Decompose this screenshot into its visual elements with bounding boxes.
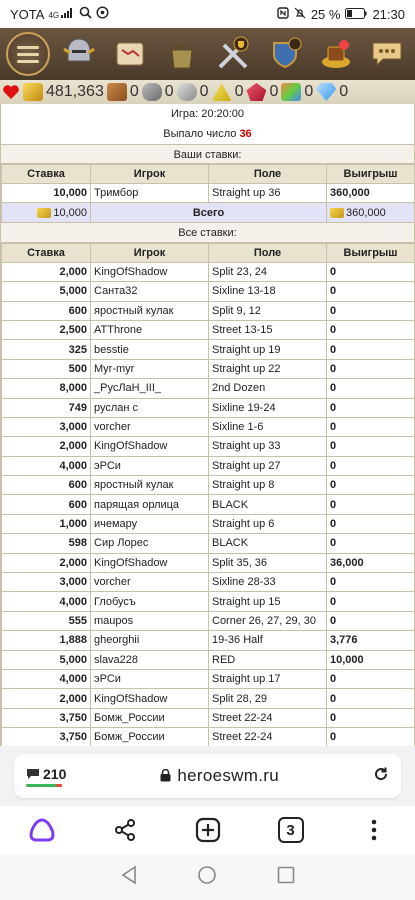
home-icon[interactable] — [197, 865, 217, 890]
your-bets-title: Ваши ставки: — [1, 144, 414, 164]
col-header-player: Игрок — [91, 165, 209, 184]
field-cell: Street 13-15 — [209, 320, 327, 339]
total-stake-cell: 10,000 — [2, 203, 91, 222]
alice-icon[interactable] — [22, 810, 62, 850]
player-cell: gheorghii — [91, 631, 209, 650]
stake-cell: 1,000 — [2, 514, 91, 533]
table-row — [2, 534, 415, 553]
url-text[interactable]: heroeswm.ru — [66, 766, 373, 786]
player-cell: KingOfShadow — [91, 553, 209, 572]
field-cell: Street 22-24 — [209, 728, 327, 746]
win-cell: 0 — [327, 592, 415, 611]
field-cell: 2nd Dozen — [209, 379, 327, 398]
tabs-button[interactable] — [271, 810, 311, 850]
stake-cell: 2,000 — [2, 553, 91, 572]
sulfur-resource: 0 — [212, 83, 244, 101]
table-row — [2, 728, 415, 746]
health-icon — [2, 84, 20, 100]
col-header-field: Поле — [209, 243, 327, 262]
player-cell: яростный кулак — [91, 476, 209, 495]
game-time: Игра: 20:20:00 — [170, 108, 245, 120]
mute-icon — [294, 7, 306, 22]
win-cell: 0 — [327, 708, 415, 727]
sulfur-icon — [212, 83, 232, 101]
table-row — [2, 184, 415, 203]
table-row — [2, 301, 415, 320]
win-cell: 0 — [327, 456, 415, 475]
stake-cell: 2,000 — [2, 262, 91, 281]
field-cell: Straight up 8 — [209, 476, 327, 495]
player-cell: besstie — [91, 340, 209, 359]
nfc-icon — [277, 7, 289, 22]
back-icon[interactable] — [120, 865, 138, 890]
game-nav — [0, 28, 415, 80]
new-tab-icon[interactable] — [188, 810, 228, 850]
field-cell: Straight up 27 — [209, 456, 327, 475]
table-row — [2, 262, 415, 281]
win-cell: 360,000 — [327, 184, 415, 203]
diamond-icon — [316, 83, 336, 101]
drop-line: Выпало число 36 — [163, 128, 252, 140]
stake-cell: 3,000 — [2, 573, 91, 592]
share-icon[interactable] — [105, 810, 145, 850]
table-row — [2, 689, 415, 708]
col-header-player: Игрок — [91, 243, 209, 262]
address-bar[interactable] — [14, 754, 401, 798]
player-cell: vorcher — [91, 573, 209, 592]
stake-cell: 8,000 — [2, 379, 91, 398]
win-cell: 10,000 — [327, 650, 415, 669]
player-cell: vorcher — [91, 417, 209, 436]
battery-label: 25 % — [310, 6, 341, 22]
field-cell: Sixline 1-6 — [209, 417, 327, 436]
win-cell: 0 — [327, 282, 415, 301]
stake-cell: 600 — [2, 301, 91, 320]
stake-cell: 2,000 — [2, 437, 91, 456]
clock: 21:30 — [372, 6, 405, 22]
stake-cell: 3,750 — [2, 708, 91, 727]
stake-cell: 4,000 — [2, 669, 91, 688]
gold-icon — [37, 208, 51, 218]
wood-resource: 0 — [107, 83, 139, 101]
win-cell: 0 — [327, 689, 415, 708]
table-row — [2, 650, 415, 669]
table-row — [2, 437, 415, 456]
dropped-number: 36 — [239, 128, 252, 140]
player-cell: Санта32 — [91, 282, 209, 301]
ore-resource: 0 — [142, 83, 174, 101]
mercury-resource: 0 — [177, 83, 209, 101]
player-cell: Бомж_России — [91, 708, 209, 727]
field-cell: 19-36 Half — [209, 631, 327, 650]
win-cell: 0 — [327, 340, 415, 359]
win-cell: 0 — [327, 514, 415, 533]
table-row — [2, 359, 415, 378]
win-cell: 0 — [327, 301, 415, 320]
field-cell: Split 9, 12 — [209, 301, 327, 320]
table-row — [2, 611, 415, 630]
gold-icon — [23, 83, 43, 101]
win-cell: 0 — [327, 728, 415, 746]
dialogs-counter[interactable]: 210 — [26, 766, 66, 787]
field-cell: Straight up 22 — [209, 359, 327, 378]
field-cell: Split 35, 36 — [209, 553, 327, 572]
stake-cell: 600 — [2, 495, 91, 514]
system-nav — [0, 854, 415, 900]
total-win-cell: 360,000 — [327, 203, 415, 222]
lock-icon — [160, 769, 171, 782]
field-cell: Split 23, 24 — [209, 262, 327, 281]
table-row — [2, 379, 415, 398]
table-row — [2, 573, 415, 592]
player-cell: Тримбор — [91, 184, 209, 203]
table-row — [2, 398, 415, 417]
gems-resource: 0 — [281, 83, 313, 101]
stake-cell: 1,888 — [2, 631, 91, 650]
field-cell: Sixline 19-24 — [209, 398, 327, 417]
stake-cell: 5,000 — [2, 650, 91, 669]
table-row — [2, 514, 415, 533]
player-cell: _РусЛаН_III_ — [91, 379, 209, 398]
table-row — [2, 631, 415, 650]
all-bets-header — [2, 243, 415, 262]
table-row — [2, 476, 415, 495]
signal-icon: 4G — [48, 8, 75, 20]
win-cell: 0 — [327, 437, 415, 456]
gems-icon — [281, 83, 301, 101]
field-cell: Straight up 19 — [209, 340, 327, 359]
all-bets-title: Все ставки: — [1, 223, 414, 243]
player-cell: KingOfShadow — [91, 437, 209, 456]
player-cell: KingOfShadow — [91, 689, 209, 708]
search-icon — [79, 6, 92, 22]
field-cell: Straight up 17 — [209, 669, 327, 688]
player-cell: парящая орлица — [91, 495, 209, 514]
player-cell: ATThrone — [91, 320, 209, 339]
field-cell: Straight up 36 — [209, 184, 327, 203]
battery-icon — [345, 7, 367, 22]
your-bets-header — [2, 165, 415, 184]
roulette-content — [0, 104, 415, 746]
bag-icon[interactable] — [160, 32, 204, 76]
table-row — [2, 669, 415, 688]
field-cell: Split 28, 29 — [209, 689, 327, 708]
win-cell: 3,776 — [327, 631, 415, 650]
table-row — [2, 553, 415, 572]
table-row — [2, 340, 415, 359]
carrier-label: YOTA — [10, 6, 45, 22]
stake-cell: 3,750 — [2, 728, 91, 746]
crystal-icon — [246, 83, 266, 101]
recents-icon[interactable] — [277, 866, 295, 889]
browser-toolbar — [0, 746, 415, 806]
table-row — [2, 320, 415, 339]
win-cell: 0 — [327, 669, 415, 688]
knight-icon[interactable] — [57, 32, 101, 76]
reload-icon[interactable] — [373, 766, 389, 787]
field-cell: RED — [209, 650, 327, 669]
col-header-win: Выигрыш — [327, 243, 415, 262]
stake-cell: 555 — [2, 611, 91, 630]
status-bar — [0, 0, 415, 28]
field-cell: Sixline 13-18 — [209, 282, 327, 301]
tabs-count: 3 — [278, 817, 304, 843]
stake-cell: 500 — [2, 359, 91, 378]
gold-icon — [330, 208, 344, 218]
win-cell: 36,000 — [327, 553, 415, 572]
win-cell: 0 — [327, 534, 415, 553]
player-cell: KingOfShadow — [91, 262, 209, 281]
stake-cell: 598 — [2, 534, 91, 553]
col-header-field: Поле — [209, 165, 327, 184]
browser-bottom-nav — [0, 806, 415, 854]
win-cell: 0 — [327, 320, 415, 339]
stake-cell: 2,000 — [2, 689, 91, 708]
field-cell: Sixline 28-33 — [209, 573, 327, 592]
guild-icon[interactable] — [263, 32, 307, 76]
stake-cell: 10,000 — [2, 184, 91, 203]
win-cell: 0 — [327, 417, 415, 436]
wood-icon — [107, 83, 127, 101]
stake-cell: 4,000 — [2, 592, 91, 611]
stake-cell: 2,500 — [2, 320, 91, 339]
win-cell: 0 — [327, 611, 415, 630]
win-cell: 0 — [327, 398, 415, 417]
table-row — [2, 708, 415, 727]
stake-cell: 749 — [2, 398, 91, 417]
stake-cell: 5,000 — [2, 282, 91, 301]
total-label: Всего — [91, 203, 327, 222]
field-cell: Straight up 15 — [209, 592, 327, 611]
win-cell: 0 — [327, 573, 415, 592]
table-row — [2, 592, 415, 611]
crystals-resource: 0 — [246, 83, 278, 101]
battle-icon[interactable] — [211, 32, 255, 76]
win-cell: 0 — [327, 495, 415, 514]
resources-bar — [0, 80, 415, 104]
field-cell: Street 22-24 — [209, 708, 327, 727]
your-bets-table — [1, 164, 415, 223]
table-row — [2, 282, 415, 301]
player-cell: яростный кулак — [91, 301, 209, 320]
stake-cell: 600 — [2, 476, 91, 495]
diamonds-resource: 0 — [316, 83, 348, 101]
treasure-icon[interactable] — [314, 32, 358, 76]
table-row — [2, 417, 415, 436]
field-cell: BLACK — [209, 495, 327, 514]
win-cell: 0 — [327, 359, 415, 378]
player-cell: Бомж_России — [91, 728, 209, 746]
whatsapp-icon — [96, 6, 109, 22]
stake-cell: 3,000 — [2, 417, 91, 436]
table-row — [2, 456, 415, 475]
field-cell: Corner 26, 27, 29, 30 — [209, 611, 327, 630]
win-cell: 0 — [327, 262, 415, 281]
player-cell: Myr-myr — [91, 359, 209, 378]
total-row — [2, 203, 415, 222]
col-header-stake: Ставка — [2, 243, 91, 262]
player-cell: Глобусъ — [91, 592, 209, 611]
table-row — [2, 495, 415, 514]
more-icon[interactable] — [354, 810, 394, 850]
stake-cell: 4,000 — [2, 456, 91, 475]
mercury-icon — [177, 83, 197, 101]
menu-icon[interactable] — [6, 32, 50, 76]
player-cell: эРСи — [91, 456, 209, 475]
chat-icon[interactable] — [365, 32, 409, 76]
all-bets-table — [1, 243, 415, 746]
player-cell: эРСи — [91, 669, 209, 688]
win-cell: 0 — [327, 379, 415, 398]
gold-resource: 481,363 — [23, 83, 104, 101]
map-icon[interactable] — [108, 32, 152, 76]
player-cell: slava228 — [91, 650, 209, 669]
field-cell: Straight up 33 — [209, 437, 327, 456]
stake-cell: 325 — [2, 340, 91, 359]
player-cell: Сир Лорес — [91, 534, 209, 553]
field-cell: BLACK — [209, 534, 327, 553]
field-cell: Straight up 6 — [209, 514, 327, 533]
player-cell: руслан с — [91, 398, 209, 417]
ore-icon — [142, 83, 162, 101]
col-header-stake: Ставка — [2, 165, 91, 184]
player-cell: ичемару — [91, 514, 209, 533]
col-header-win: Выигрыш — [327, 165, 415, 184]
chat-bubble-icon — [26, 767, 40, 780]
win-cell: 0 — [327, 476, 415, 495]
player-cell: maupos — [91, 611, 209, 630]
